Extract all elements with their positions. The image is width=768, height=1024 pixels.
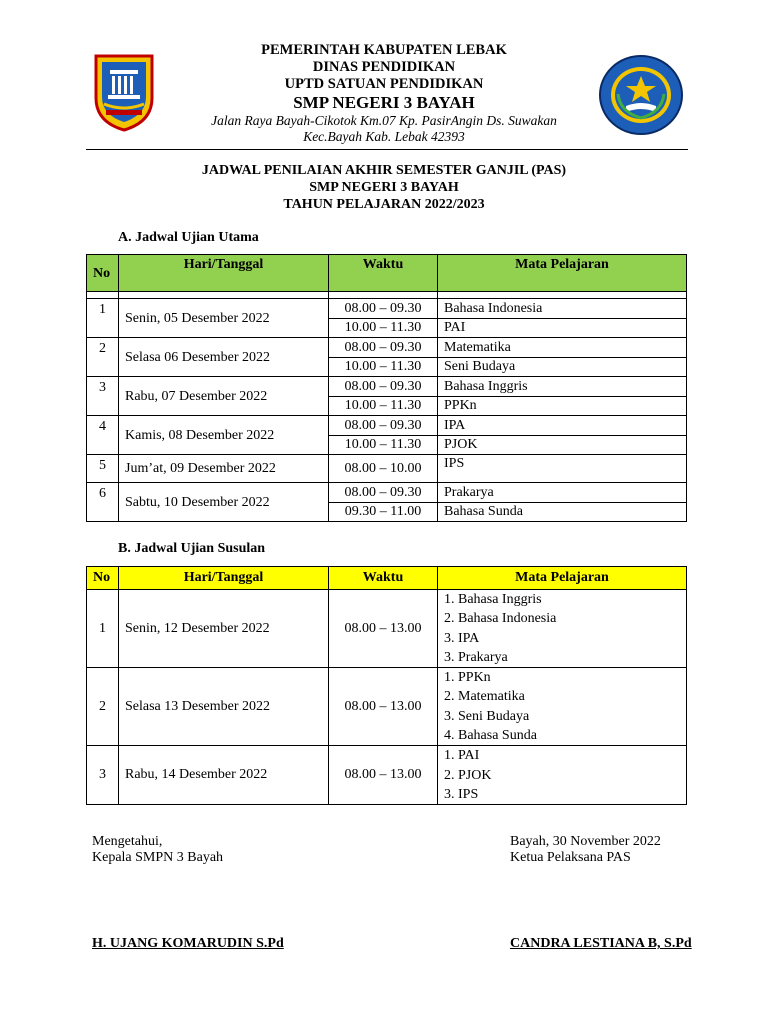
table-row — [87, 590, 687, 668]
row-day: Selasa 13 Desember 2022 — [119, 668, 329, 746]
place-date: Bayah, 30 November 2022 — [510, 834, 661, 849]
row-time: 10.00 – 11.30 — [329, 357, 438, 377]
row-time: 10.00 – 11.30 — [329, 396, 438, 416]
row-subject: Prakarya — [438, 483, 687, 503]
table-header-row — [87, 255, 687, 292]
letterhead — [0, 0, 768, 160]
table-row — [87, 299, 687, 319]
school-name: SMP NEGERI 3 BAYAH — [293, 93, 475, 112]
row-time: 09.30 – 11.00 — [329, 502, 438, 522]
row-subject: Bahasa Sunda — [438, 502, 687, 522]
row-day: Jum’at, 09 Desember 2022 — [119, 455, 329, 483]
committee-title: Ketua Pelaksana PAS — [510, 850, 631, 865]
title-line-3: TAHUN PELAJARAN 2022/2023 — [283, 197, 485, 212]
col-time: Waktu — [329, 255, 438, 292]
row-no: 1 — [87, 590, 119, 668]
table-row — [87, 483, 687, 503]
table-row — [87, 338, 687, 358]
subject-item: 2. PJOK — [444, 767, 492, 783]
title-line-1: JADWAL PENILAIAN AKHIR SEMESTER GANJIL (PAS) — [201, 163, 567, 178]
subject-item: 2. Matematika — [444, 689, 525, 705]
row-time: 08.00 – 09.30 — [329, 416, 438, 436]
col-time: Waktu — [329, 567, 438, 590]
row-day: Senin, 12 Desember 2022 — [119, 590, 329, 668]
row-subjects — [438, 746, 687, 805]
row-day: Sabtu, 10 Desember 2022 — [119, 483, 329, 522]
row-time: 08.00 – 13.00 — [329, 746, 438, 805]
col-day: Hari/Tanggal — [119, 255, 329, 292]
row-time: 08.00 – 09.30 — [329, 338, 438, 358]
kabupaten-lebak-crest-icon — [92, 52, 156, 132]
dept-name: DINAS PENDIDIKAN — [312, 59, 456, 75]
subject-item: 1. PPKn — [444, 670, 491, 686]
row-time: 08.00 – 09.30 — [329, 377, 438, 397]
subject-item: 2. Bahasa Indonesia — [444, 611, 557, 627]
subject-item: 1. Bahasa Inggris — [444, 592, 542, 607]
subject-item: 3. IPS — [444, 786, 479, 802]
row-subject: IPA — [438, 416, 687, 436]
row-subject: IPS — [438, 455, 687, 483]
main-exam-table — [86, 254, 687, 522]
row-subject: PJOK — [438, 435, 687, 455]
row-day: Rabu, 14 Desember 2022 — [119, 746, 329, 805]
address-line-1: Jalan Raya Bayah-Cikotok Km.07 Kp. PasirAngin Ds. Suwakan — [211, 113, 557, 128]
row-day: Rabu, 07 Desember 2022 — [119, 377, 329, 416]
row-no: 5 — [87, 455, 119, 483]
signature-left — [92, 834, 223, 866]
row-no: 2 — [87, 338, 119, 377]
row-time: 08.00 – 09.30 — [329, 483, 438, 503]
signature-right — [510, 834, 661, 866]
col-day: Hari/Tanggal — [119, 567, 329, 590]
subject-item: 4. Bahasa Sunda — [444, 728, 537, 744]
row-day: Kamis, 08 Desember 2022 — [119, 416, 329, 455]
row-no: 4 — [87, 416, 119, 455]
section-a-heading: A. Jadwal Ujian Utama — [118, 230, 259, 245]
row-time: 10.00 – 11.30 — [329, 435, 438, 455]
row-day: Selasa 06 Desember 2022 — [119, 338, 329, 377]
row-time: 08.00 – 13.00 — [329, 668, 438, 746]
row-time: 08.00 – 13.00 — [329, 590, 438, 668]
makeup-exam-table — [86, 566, 687, 805]
table-header-row — [87, 567, 687, 590]
header-gap — [87, 292, 687, 299]
letterhead-text — [170, 42, 598, 145]
acknowledged-label: Mengetahui, — [92, 834, 163, 849]
table-row — [87, 377, 687, 397]
gov-name: PEMERINTAH KABUPATEN LEBAK — [261, 42, 507, 58]
row-time: 08.00 – 10.00 — [329, 455, 438, 483]
row-no: 1 — [87, 299, 119, 338]
row-no: 2 — [87, 668, 119, 746]
col-no: No — [87, 567, 119, 590]
school-seal-icon — [598, 54, 684, 136]
col-subject: Mata Pelajaran — [438, 567, 687, 590]
row-no: 3 — [87, 377, 119, 416]
table-row — [87, 455, 687, 483]
table-row — [87, 746, 687, 805]
row-time: 08.00 – 09.30 — [329, 299, 438, 319]
row-subject: Seni Budaya — [438, 357, 687, 377]
row-subject: Matematika — [438, 338, 687, 358]
principal-name: H. UJANG KOMARUDIN S.Pd — [92, 936, 284, 951]
row-no: 3 — [87, 746, 119, 805]
row-subject: PPKn — [438, 396, 687, 416]
row-time: 10.00 – 11.30 — [329, 318, 438, 338]
row-subjects — [438, 668, 687, 746]
document-title — [0, 162, 768, 213]
col-subject: Mata Pelajaran — [438, 255, 687, 292]
section-b-heading: B. Jadwal Ujian Susulan — [118, 541, 266, 556]
principal-title: Kepala SMPN 3 Bayah — [92, 850, 224, 865]
subject-item: 3. IPA — [444, 630, 480, 646]
row-no: 6 — [87, 483, 119, 522]
subject-item: 3. Prakarya — [444, 649, 508, 665]
committee-chair-name: CANDRA LESTIANA B, S.Pd — [510, 936, 692, 951]
col-no: No — [87, 255, 119, 292]
row-day: Senin, 05 Desember 2022 — [119, 299, 329, 338]
letterhead-rule — [86, 149, 688, 150]
subject-item: 3. Seni Budaya — [444, 708, 530, 724]
subject-item: 1. PAI — [444, 748, 480, 764]
row-subject: Bahasa Inggris — [438, 377, 687, 397]
row-subject: Bahasa Indonesia — [438, 299, 687, 319]
unit-name: UPTD SATUAN PENDIDIKAN — [284, 76, 484, 92]
row-subject: PAI — [438, 318, 687, 338]
table-row — [87, 416, 687, 436]
table-row — [87, 668, 687, 746]
title-line-2: SMP NEGERI 3 BAYAH — [309, 180, 459, 195]
row-subjects — [438, 590, 687, 668]
address-line-2: Kec.Bayah Kab. Lebak 42393 — [303, 129, 465, 144]
